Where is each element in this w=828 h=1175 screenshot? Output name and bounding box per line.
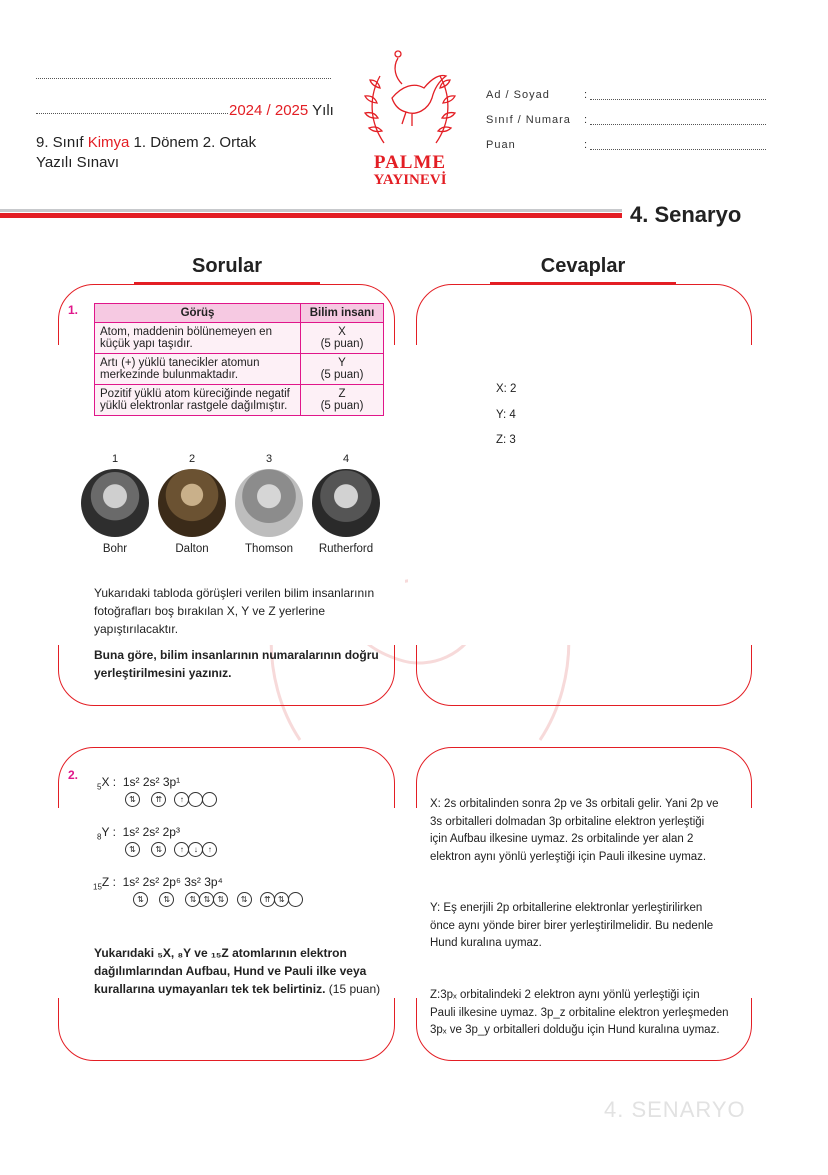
scientist-cell xyxy=(301,323,384,354)
answers-heading: Cevaplar xyxy=(540,255,626,277)
scientist-number: 3 xyxy=(265,453,273,465)
prompt-line: kurallarına uymayanları tek tek belirtiniz. xyxy=(94,982,326,996)
answer-line: Z:3pₓ orbitalindeki 2 elektron aynı yönlü yerleştiği için xyxy=(430,989,700,1001)
atom-symbol: Z xyxy=(101,875,110,889)
atom-z-config: $_{15}$Z : 1s² 2s² 2p⁶ 3s² 3p⁴ xyxy=(93,875,223,892)
question2-prompt xyxy=(94,944,394,998)
header-band-red xyxy=(0,213,622,218)
view-cell xyxy=(95,354,301,385)
view-cell xyxy=(95,323,301,354)
orbital-2p: ⇅ xyxy=(185,892,200,907)
scientist-name: Rutherford xyxy=(318,543,374,555)
answer-line: Z: 3 xyxy=(496,434,516,446)
school-blank-line xyxy=(36,113,228,114)
exam-title xyxy=(36,133,256,173)
scientist-placeholder: X xyxy=(338,326,346,338)
orbital-2s: ⇈ xyxy=(151,792,166,807)
course-grade: 9. Sınıf xyxy=(36,134,88,151)
atomic-number: 5 xyxy=(97,782,102,792)
orbital-boxes-x xyxy=(125,792,216,807)
header-band-gray xyxy=(0,209,622,212)
orbital-2s: ⇅ xyxy=(151,842,166,857)
field-label-name: Ad / Soyad xyxy=(486,89,550,101)
answer-line: 3s orbitalleri dolmadan 3p orbitaline elektron yerleştiği xyxy=(430,815,705,828)
logo-text-palme: PALME xyxy=(373,152,447,173)
scientist-cell xyxy=(301,354,384,385)
answer-line: 3pₓ ve 3p_y orbitalleri dolduğu için Hund kuralına uymaz. xyxy=(430,1024,720,1036)
portrait-bohr xyxy=(81,469,149,537)
prompt-line: dağılımlarından Aufbau, Hund ve Pauli ilke veya xyxy=(94,964,367,978)
question-text-line: yapıştırılacaktır. xyxy=(94,622,179,636)
orbital-3p xyxy=(288,892,303,907)
table-header-view: Görüş xyxy=(95,304,301,323)
course-exam-type: Yazılı Sınavı xyxy=(36,154,120,171)
prompt-line: yerleştirilmesini yazınız. xyxy=(94,666,232,680)
orbital-2p: ⇅ xyxy=(199,892,214,907)
year-suffix: Yılı xyxy=(312,102,334,119)
portrait-dalton xyxy=(158,469,226,537)
view-text: yüklü elektronlar rastgele dağılmıştır. xyxy=(100,400,288,412)
question1-text xyxy=(94,584,389,638)
answer-line: X: 2s orbitalinden sonra 2p ve 3s orbitali gelir. Yani 2p ve xyxy=(430,798,719,810)
answer-line: Y: Eş enerjili 2p orbitallerine elektronlar yerleştirilirken xyxy=(430,902,703,914)
answer-line: Pauli ilkesine uymaz. 3p_z orbitaline elektron yerleşmeden xyxy=(430,1006,729,1019)
orbital-3p: ⇅ xyxy=(274,892,289,907)
points-label: (15 puan) xyxy=(328,982,381,996)
orbital-2p: ↑ xyxy=(202,842,217,857)
views-table xyxy=(94,303,384,416)
electron-config: 1s² 2s² 2p⁶ 3s² 3p⁴ xyxy=(122,875,223,889)
table-header-scientist: Bilim insanı xyxy=(301,304,384,323)
field-colon-score: : xyxy=(584,139,588,151)
palme-logo xyxy=(362,48,458,196)
class-number-field[interactable] xyxy=(590,124,766,125)
scientist-name: Dalton xyxy=(175,543,209,555)
orbital-1s: ⇅ xyxy=(125,842,140,857)
view-cell xyxy=(95,385,301,416)
answer-line: için Aufbau ilkesine uymaz. 2s orbitalinde yer alan 2 xyxy=(430,833,694,845)
scenario-title: 4. Senaryo xyxy=(630,202,742,227)
table-row xyxy=(95,354,384,385)
orbital-1s: ⇅ xyxy=(125,792,140,807)
points-label: (5 puan) xyxy=(320,400,364,412)
view-text: Artı (+) yüklü tanecikler atomun xyxy=(100,357,260,369)
portrait-thomson xyxy=(235,469,303,537)
scientist-number: 1 xyxy=(111,453,119,465)
orbital-boxes-z xyxy=(133,892,302,907)
view-text: Pozitif yüklü atom küreciğinde negatif xyxy=(100,388,290,400)
orbital-1s: ⇅ xyxy=(133,892,148,907)
view-text: Atom, maddenin bölünemeyen en xyxy=(100,326,272,338)
scientist-name: Bohr xyxy=(102,543,128,555)
scientist-name: Thomson xyxy=(245,543,293,555)
answer-line: Hund kuralına uymaz. xyxy=(430,937,542,949)
orbital-3p: ↑ xyxy=(174,792,189,807)
table-header-row xyxy=(95,304,384,323)
field-colon-class: : xyxy=(584,114,588,126)
orbital-3p xyxy=(202,792,217,807)
frame-gap xyxy=(408,345,762,645)
question2-number: 2. xyxy=(68,768,79,782)
answer-line: elektron aynı yönlü yerleştiği için Pauli ilkesine uymaz. xyxy=(430,850,707,863)
answer2-y xyxy=(430,900,750,953)
scientist-cell xyxy=(301,385,384,416)
view-text: merkezinde bulunmaktadır. xyxy=(100,369,239,381)
question1-number: 1. xyxy=(68,303,79,317)
prompt-line: Yukarıdaki ₅X, ₈Y ve ₁₅Z atomlarının elektron xyxy=(94,946,347,960)
name-field[interactable] xyxy=(590,99,766,100)
questions-heading: Sorular xyxy=(191,255,263,277)
scientist-placeholder: Z xyxy=(338,388,346,400)
orbital-3s: ⇅ xyxy=(237,892,252,907)
view-text: küçük yapı taşıdır. xyxy=(100,338,193,350)
course-subject: Kimya xyxy=(87,134,130,151)
orbital-boxes-y xyxy=(125,842,216,857)
atom-symbol: Y xyxy=(101,825,110,839)
orbital-3p: ⇈ xyxy=(260,892,275,907)
orbital-2s: ⇅ xyxy=(159,892,174,907)
portrait-rutherford xyxy=(312,469,380,537)
course-term: 1. Dönem 2. Ortak xyxy=(129,134,257,151)
footer-watermark: 4. SENARYO xyxy=(604,1097,746,1122)
question1-prompt xyxy=(94,646,389,682)
answer1 xyxy=(496,377,516,454)
scientist-number: 2 xyxy=(188,453,196,465)
answer2-x xyxy=(430,796,750,866)
orbital-2p: ⇅ xyxy=(213,892,228,907)
dove-wreath-icon xyxy=(362,48,458,158)
score-field[interactable] xyxy=(590,149,766,150)
question-text-line: Yukarıdaki tabloda görüşleri verilen bilim insanlarının xyxy=(94,586,375,600)
field-colon-name: : xyxy=(584,89,588,101)
atom-y-config: $_8$Y : 1s² 2s² 2p³ xyxy=(97,825,180,842)
scientist-placeholder: Y xyxy=(338,357,346,369)
orbital-2p: ↑ xyxy=(174,842,189,857)
electron-config: 1s² 2s² 3p¹ xyxy=(122,775,181,789)
answer-line: X: 2 xyxy=(496,383,517,395)
answer-line: Y: 4 xyxy=(496,408,516,421)
orbital-3p xyxy=(188,792,203,807)
points-label: (5 puan) xyxy=(320,369,364,381)
atomic-number: 8 xyxy=(97,832,102,842)
school-year xyxy=(229,102,334,119)
atomic-number: 15 xyxy=(93,882,102,892)
answer2-z xyxy=(430,987,750,1040)
logo-text-yayinevi: YAYINEVİ xyxy=(373,172,447,188)
name-blank-line xyxy=(36,78,331,79)
orbital-2p: ↓ xyxy=(188,842,203,857)
points-label: (5 puan) xyxy=(320,338,364,350)
answer-line: önce aynı yönde birer birer yerleştirilmelidir. Bu nedenle xyxy=(430,919,714,932)
field-label-class: Sınıf / Numara xyxy=(486,114,571,126)
atom-symbol: X xyxy=(101,775,110,789)
scientist-number: 4 xyxy=(342,453,350,465)
electron-config: 1s² 2s² 2p³ xyxy=(122,825,180,839)
question-text-line: fotoğrafları boş bırakılan X, Y ve Z yerlerine xyxy=(94,604,326,618)
table-row xyxy=(95,385,384,416)
field-label-score: Puan xyxy=(486,139,516,151)
prompt-line: Buna göre, bilim insanlarının numaralarının doğru xyxy=(94,648,379,662)
atom-x-config: $_5$X : 1s² 2s² 3p¹ xyxy=(97,775,181,792)
table-row xyxy=(95,323,384,354)
year-text: 2024 / 2025 xyxy=(229,102,309,119)
